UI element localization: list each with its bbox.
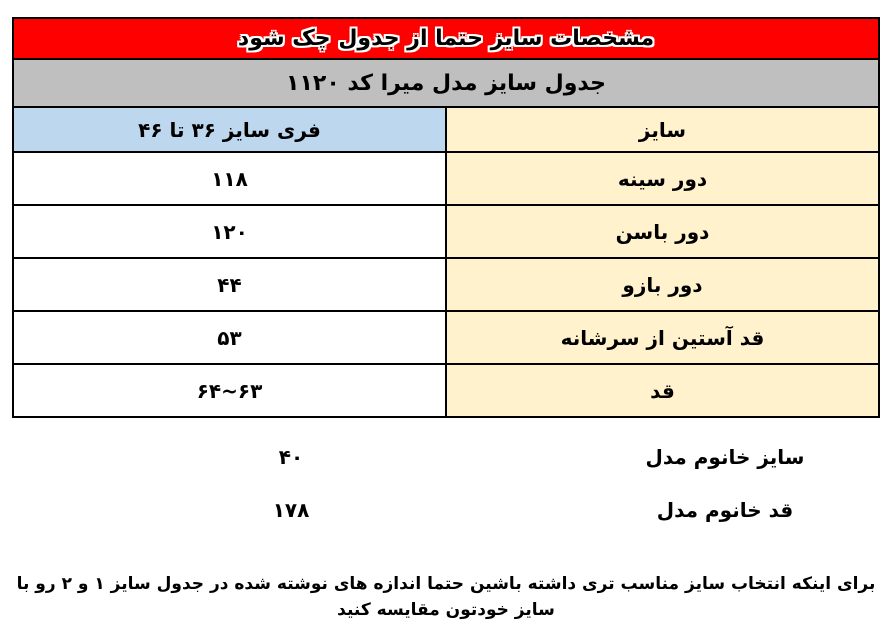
row-value-bust: ۱۱۸ xyxy=(13,152,446,205)
model-info-section xyxy=(12,430,880,536)
table-row xyxy=(13,107,879,152)
table-title: جدول سایز مدل میرا کد ۱۱۲۰ xyxy=(13,59,879,107)
model-height-row xyxy=(12,483,880,536)
model-size-label: سایز خانوم مدل xyxy=(645,444,805,469)
table-row xyxy=(13,364,879,417)
row-value-length xyxy=(13,364,446,417)
model-height-value: ۱۷۸ xyxy=(272,497,310,522)
row-label-arm: دور بازو xyxy=(446,258,879,311)
row-label-length: قد xyxy=(446,364,879,417)
row-label-size: سایز xyxy=(446,107,879,152)
warning-banner: مشخصات سایز حتما از جدول چک شود xyxy=(13,18,879,59)
row-label-bust: دور سینه xyxy=(446,152,879,205)
table-row xyxy=(13,311,879,364)
warning-banner-row xyxy=(13,18,879,59)
model-height-label: قد خانوم مدل xyxy=(656,497,794,522)
size-chart-page xyxy=(12,17,880,623)
row-label-hip: دور باسن xyxy=(446,205,879,258)
length-range-value: ۶۴~۶۳ xyxy=(196,378,263,403)
size-table xyxy=(12,17,880,418)
model-size-row xyxy=(12,430,880,483)
row-value-arm: ۴۴ xyxy=(13,258,446,311)
size-comparison-note: برای اینکه انتخاب سایز مناسب تری داشته باشین حتما اندازه های نوشته شده در جدول سایز ۱ و ۲ رو با سایز خودتون مقایسه کنید xyxy=(16,574,876,620)
table-row xyxy=(13,152,879,205)
row-value-size: فری سایز ۳۶ تا ۴۶ xyxy=(13,107,446,152)
row-value-sleeve: ۵۳ xyxy=(13,311,446,364)
table-row xyxy=(13,258,879,311)
table-row xyxy=(13,205,879,258)
row-label-sleeve: قد آستین از سرشانه xyxy=(446,311,879,364)
row-value-hip: ۱۲۰ xyxy=(13,205,446,258)
table-title-row xyxy=(13,59,879,107)
model-size-value: ۴۰ xyxy=(278,444,304,469)
